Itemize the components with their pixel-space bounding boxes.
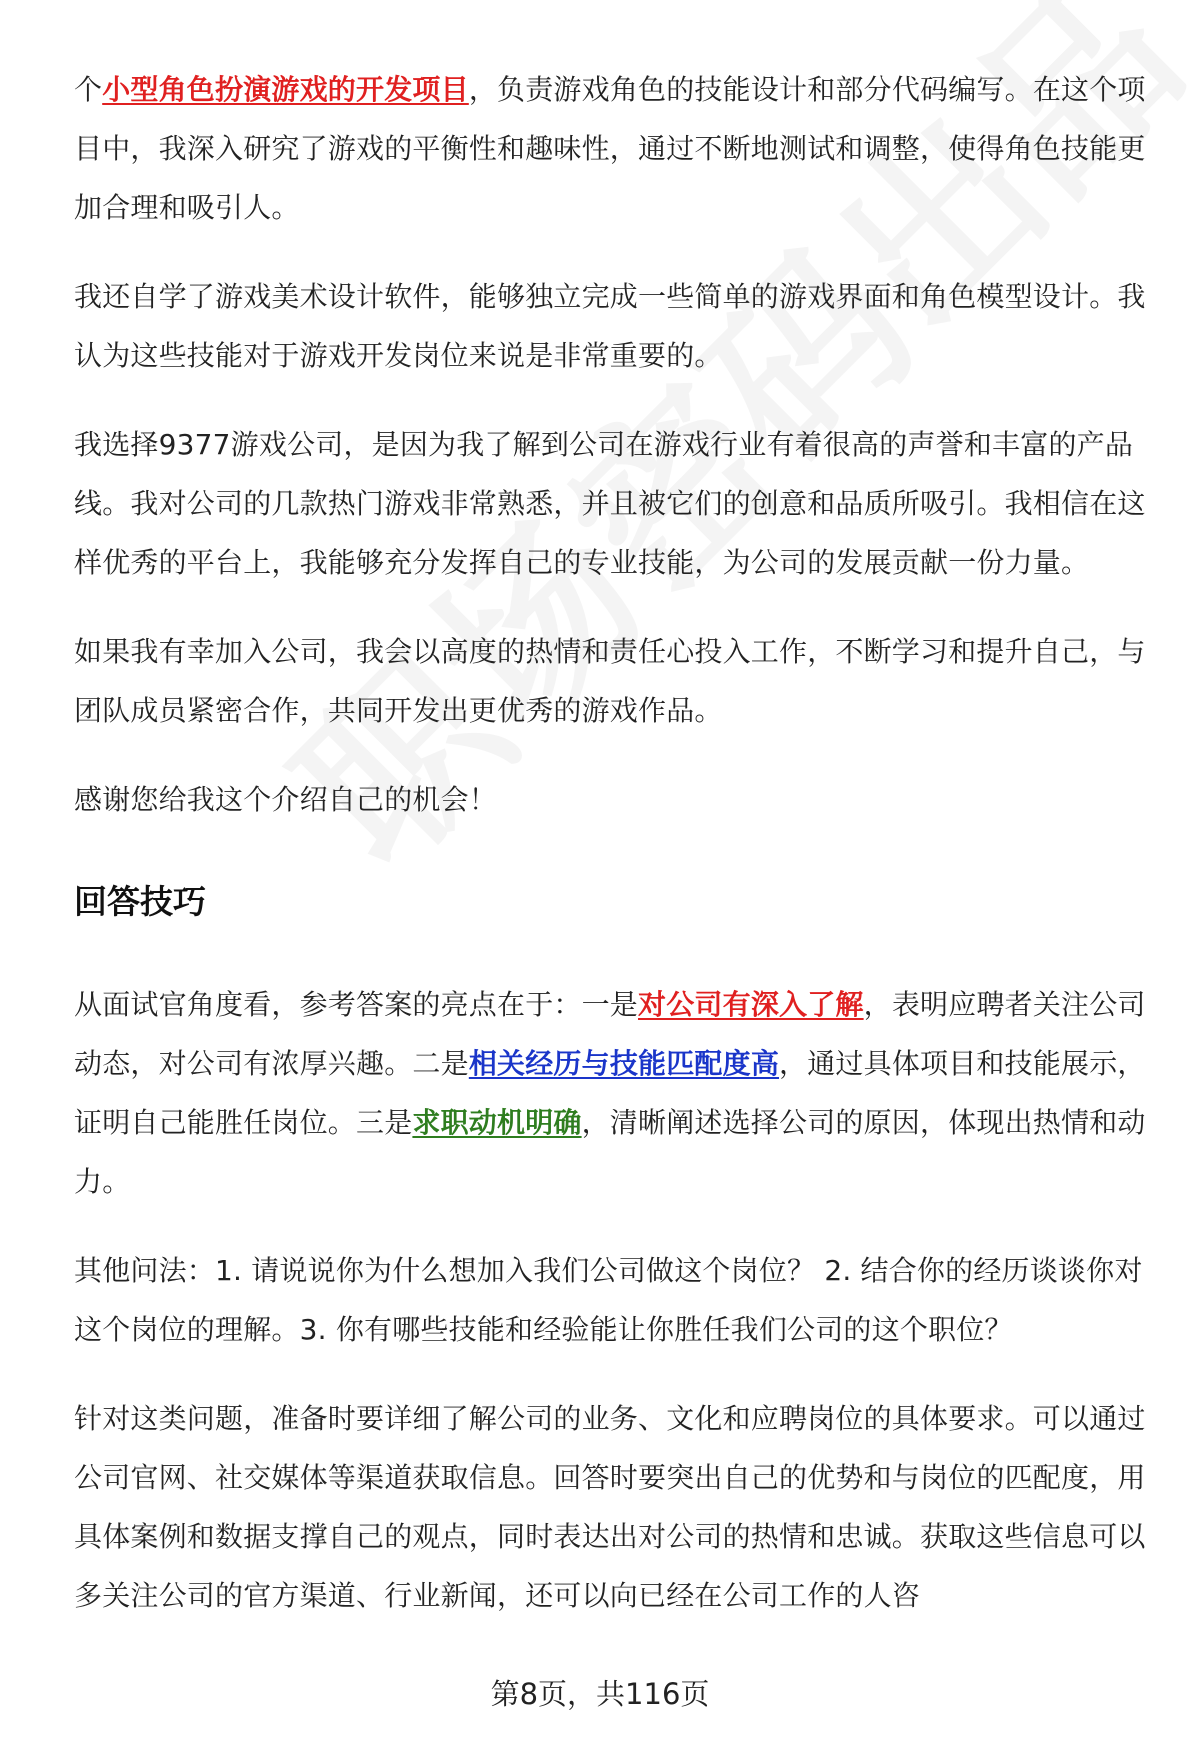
tips-paragraph-highlights: 从面试官角度看，参考答案的亮点在于：一是对公司有深入了解，表明应聘者关注公司动态，对公司有浓厚兴趣。二是相关经历与技能匹配度高，通过具体项目和技能展示，证明自己能胜任岗位。三是求职动机明确，清晰阐述选择公司的原因，体现出热情和动力。 <box>74 988 1146 1198</box>
section-heading: 回答技巧 <box>74 882 206 921</box>
document-page <box>74 60 1164 1655</box>
tips-paragraph-alternatives: 其他问法：1. 请说说你为什么想加入我们公司做这个岗位？ 2. 结合你的经历谈谈你对这个岗位的理解。3. 你有哪些技能和经验能让你胜任我们公司的这个职位？ <box>74 1254 1143 1346</box>
highlight-motivation: 求职动机明确 <box>412 1106 582 1139</box>
page-footer: 第8页，共116页 <box>490 1677 710 1711</box>
paragraph-company-choice: 我选择9377游戏公司，是因为我了解到公司在游戏行业有着很高的声誉和丰富的产品线。我对公司的几款热门游戏非常熟悉，并且被它们的创意和品质所吸引。我相信在这样优秀的平台上，我能够充分发挥自己的专业技能，为公司的发展贡献一份力量。 <box>74 428 1146 579</box>
highlight-skill-match: 相关经历与技能匹配度高 <box>468 1047 780 1080</box>
tips-paragraph-preparation: 针对这类问题，准备时要详细了解公司的业务、文化和应聘岗位的具体要求。可以通过公司官网、社交媒体等渠道获取信息。回答时要突出自己的优势和与岗位的匹配度，用具体案例和数据支撑自己的观点，同时表达出对公司的热情和忠诚。获取这些信息可以多关注公司的官方渠道、行业新闻，还可以向已经在公司工作的人咨 <box>74 1402 1146 1612</box>
paragraph-art-skills: 我还自学了游戏美术设计软件，能够独立完成一些简单的游戏界面和角色模型设计。我认为这些技能对于游戏开发岗位来说是非常重要的。 <box>74 280 1146 372</box>
paragraph-thanks: 感谢您给我这个介绍自己的机会！ <box>74 783 498 816</box>
highlight-company-knowledge: 对公司有深入了解 <box>638 988 864 1021</box>
paragraph-project: 个小型角色扮演游戏的开发项目，负责游戏角色的技能设计和部分代码编写。在这个项目中，我深入研究了游戏的平衡性和趣味性，通过不断地测试和调整，使得角色技能更加合理和吸引人。 <box>74 73 1146 224</box>
paragraph-commitment: 如果我有幸加入公司，我会以高度的热情和责任心投入工作，不断学习和提升自己，与团队成员紧密合作，共同开发出更优秀的游戏作品。 <box>74 635 1146 727</box>
highlight-project: 小型角色扮演游戏的开发项目 <box>102 73 469 106</box>
